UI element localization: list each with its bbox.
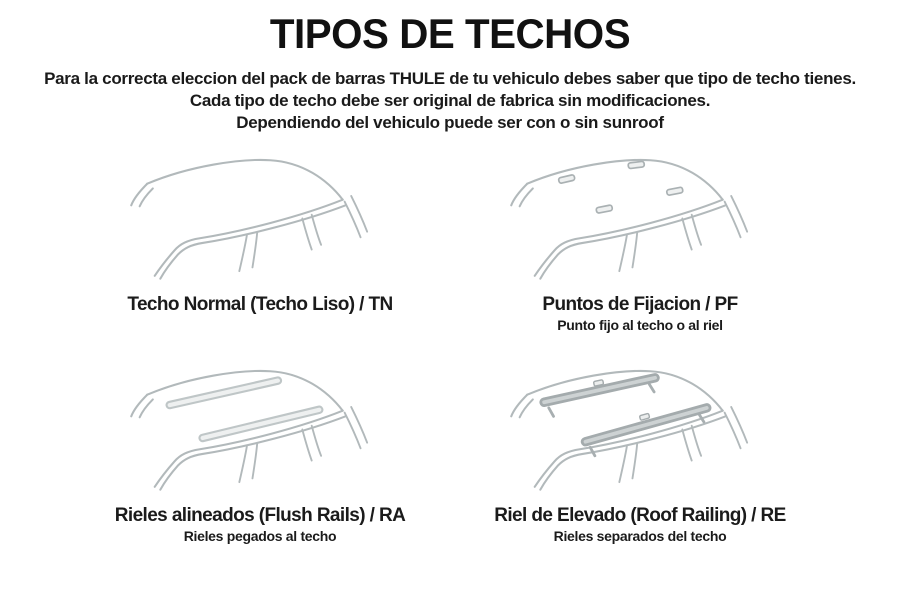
roof-type-label: Puntos de Fijacion / PF <box>542 294 738 315</box>
intro-line-3: Dependiendo del vehiculo puede ser con o sin sunroof <box>236 113 664 132</box>
intro-line-1: Para la correcta eleccion del pack de barras THULE de tu vehiculo debes saber que tipo de techo tienes. <box>44 69 856 88</box>
roof-flush-rails-illustration <box>100 359 420 500</box>
card-roof-railing <box>450 359 830 544</box>
intro-line-2: Cada tipo de techo debe ser original de fabrica sin modificaciones. <box>189 91 711 110</box>
roof-type-sublabel: Rieles pegados al techo <box>183 528 337 544</box>
roof-fixed-points-illustration <box>480 148 800 289</box>
roof-type-label: Techo Normal (Techo Liso) / TN <box>127 294 393 315</box>
roof-type-sublabel: Punto fijo al techo o al riel <box>557 317 723 333</box>
page-title: TIPOS DE TECHOS <box>269 10 631 57</box>
intro-text <box>0 68 900 134</box>
roof-grid-row-1 <box>0 148 900 333</box>
roof-type-label: Riel de Elevado (Roof Railing) / RE <box>494 505 786 526</box>
card-puntos-fijacion <box>450 148 830 333</box>
card-flush-rails <box>70 359 450 544</box>
roof-normal-illustration <box>100 148 420 289</box>
roof-raised-rails-illustration <box>480 359 800 500</box>
card-techo-normal <box>70 148 450 333</box>
roof-grid-row-2 <box>0 359 900 544</box>
roof-type-label: Rieles alineados (Flush Rails) / RA <box>114 505 406 526</box>
roof-type-sublabel: Rieles separados del techo <box>553 528 727 544</box>
